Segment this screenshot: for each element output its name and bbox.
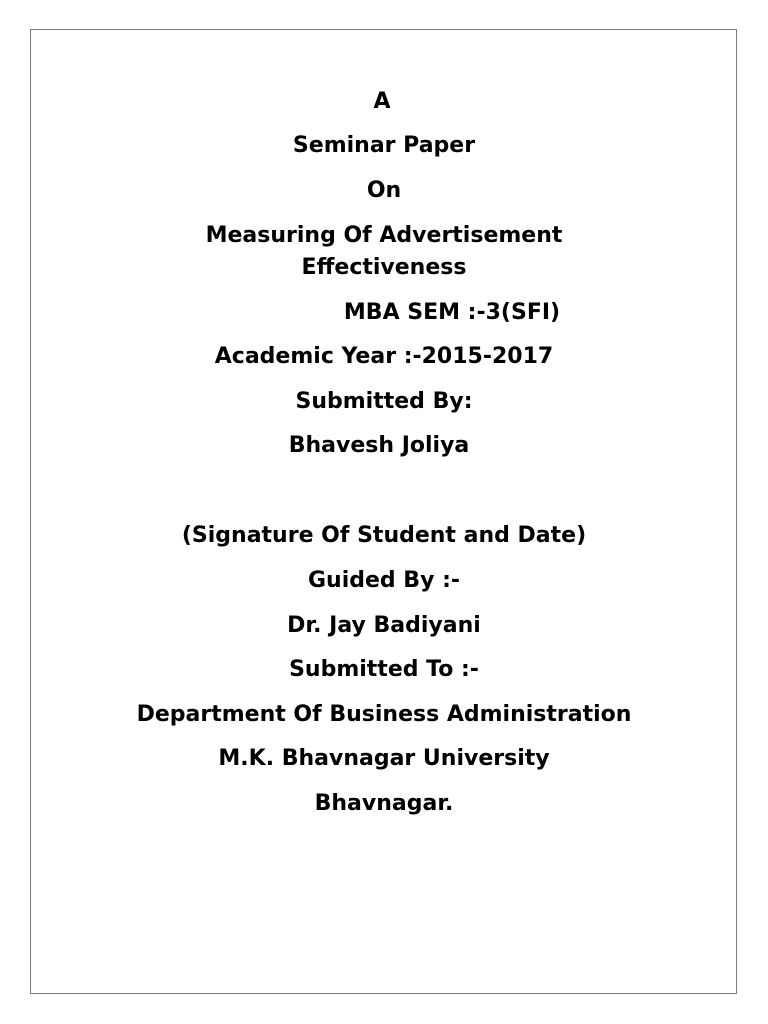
mba-semester: MBA SEM :-3(SFI) [343,300,561,325]
on-label: On [366,178,402,203]
city-name: Bhavnagar. [314,791,454,816]
guided-by-label: Guided By :- [307,568,461,593]
academic-year: Academic Year :-2015-2017 [214,344,554,369]
submitted-to-label: Submitted To :- [289,657,479,682]
page-border [30,29,737,994]
seminar-paper-heading: Seminar Paper [292,133,476,158]
guide-name: Dr. Jay Badiyani [287,613,481,638]
paper-title-line-2: Effectiveness [301,255,467,280]
department-name: Department Of Business Administration [136,702,632,727]
paper-title-line-1: Measuring Of Advertisement [205,223,563,248]
student-name: Bhavesh Joliya [288,433,470,458]
cover-letter-a: A [373,89,391,114]
university-name: M.K. Bhavnagar University [218,746,550,771]
signature-note: (Signature Of Student and Date) [181,523,587,548]
submitted-by-label: Submitted By: [295,389,473,414]
